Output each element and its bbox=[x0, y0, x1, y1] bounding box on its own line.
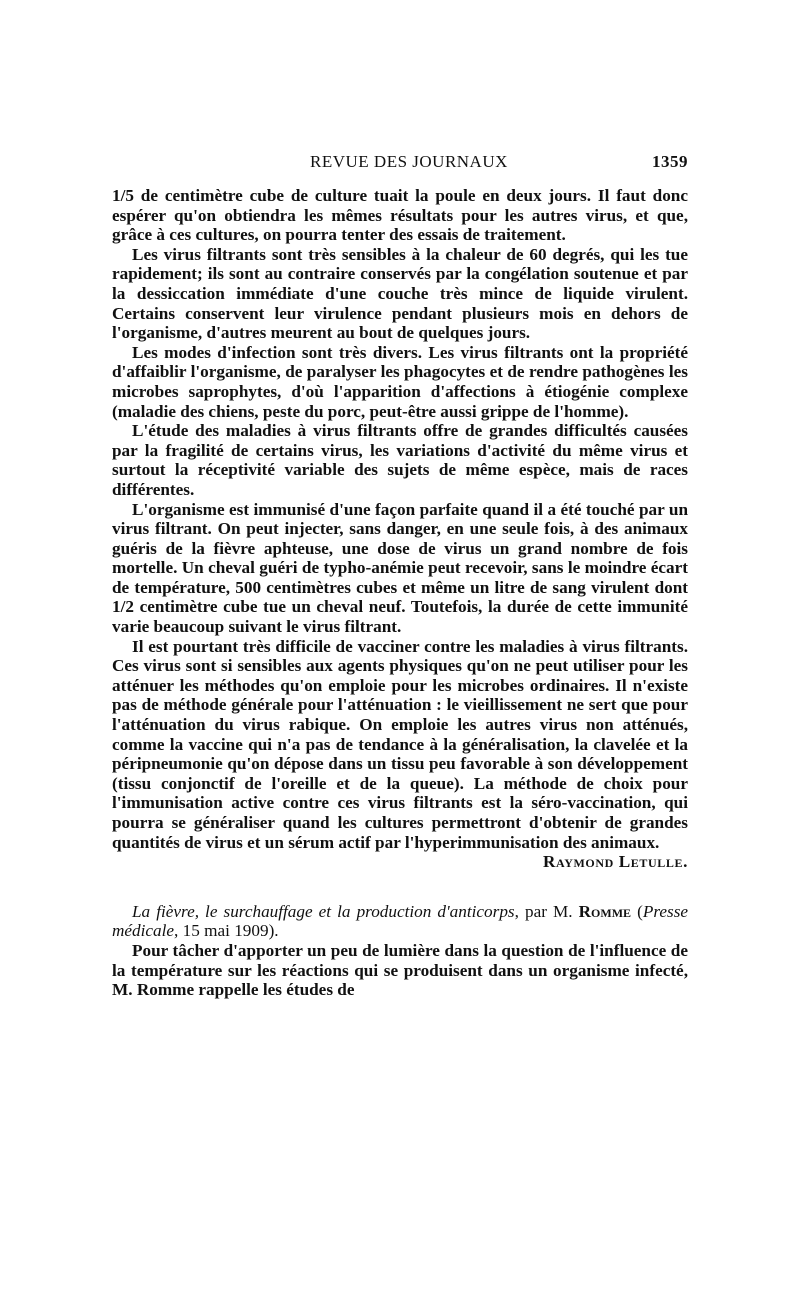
next-article-heading bbox=[112, 902, 688, 941]
next-article-title: La fièvre, le surchauffage et la production d'anticorps bbox=[132, 901, 515, 921]
author-signature: Raymond Letulle. bbox=[543, 852, 688, 872]
next-article-source: Presse médicale bbox=[112, 901, 689, 941]
next-article-by: , par M. bbox=[514, 901, 579, 921]
next-article-date: , 15 mai 1909). bbox=[174, 921, 279, 941]
next-article-author: Romme bbox=[578, 901, 632, 921]
section-gap bbox=[112, 872, 688, 902]
running-head bbox=[112, 152, 688, 172]
paragraph: Les modes d'infection sont très divers. Les virus filtrants ont la propriété d'affaiblir l'organisme, de paralyser les phagocytes et de rendre pathogènes les microbes saprophytes, d'où l'apparition d'affections à étiogénie complexe (maladie des chiens, peste du porc, peut-être aussi grippe de l'homme). bbox=[112, 342, 688, 421]
paragraph: Les virus filtrants sont très sensibles à la chaleur de 60 degrés, qui les tue rapidement; ils sont au contraire conservés par la congélation soutenue et par la dessiccation immédiate d'une couche très mince de liquide virulent. Certains conservent leur virulence pendant plusieurs mois en dehors de l'organisme, d'autres meurent au bout de quelques jours. bbox=[112, 244, 688, 343]
paragraph: 1/5 de centimètre cube de culture tuait la poule en deux jours. Il faut donc espérer qu'on obtiendra les mêmes résultats pour les autres virus, et que, grâce à ces cultures, on pourra tenter des essais de traitement. bbox=[112, 186, 688, 245]
paragraph: L'étude des maladies à virus filtrants offre de grandes difficultés causées par la fragilité de certains virus, les variations d'activité du même virus et surtout la réceptivité variable des sujets de même espèce, mais de races différentes. bbox=[112, 421, 688, 499]
journal-title: REVUE DES JOURNAUX bbox=[310, 152, 508, 171]
next-article-opening: Pour tâcher d'apporter un peu de lumière dans la question de l'influence de la température sur les réactions qui se produisent dans un organisme infecté, M. Romme rappelle les études de bbox=[112, 940, 688, 1000]
next-article-source-open: ( bbox=[637, 901, 643, 921]
page-number: 1359 bbox=[652, 152, 688, 171]
paragraph: L'organisme est immunisé d'une façon parfaite quand il a été touché par un virus filtrant. On peut injecter, sans danger, en une seule fois, à des animaux guéris de la fièvre aphteuse, une dose de virus un grand nombre de fois mortelle. Un cheval guéri de typho-anémie peut recevoir, sans le moindre écart de température, 500 centimètres cubes et même un litre de sang virulent dont 1/2 centimètre cube tue un cheval neuf. Toutefois, la durée de cette immunité varie beaucoup suivant le virus filtrant. bbox=[112, 499, 688, 637]
article-body bbox=[112, 186, 688, 1000]
paragraph: Il est pourtant très difficile de vacciner contre les maladies à virus filtrants. Ces virus sont si sensibles aux agents physiques qu'on ne peut utiliser pour les atténuer les méthodes qu'on emploie pour les microbes ordinaires. Il n'existe pas de méthode générale pour l'atténuation : le vieillissement ne sert que pour l'atténuation du virus rabique. On emploie les autres virus non atténués, comme la vaccine qui n'a pas de tendance à la généralisation, la clavelée et la péripneumonie qu'on dépose dans un tissu peu favorable à son développement (tissu conjonctif de l'oreille et de la queue). La méthode de choix pour l'immunisation active contre ces virus filtrants est la séro-vaccination, qui pourra se généraliser quand les cultures permettront d'obtenir de grandes quantités de virus et un sérum actif par l'hyperimmunisation des animaux. bbox=[112, 636, 688, 852]
